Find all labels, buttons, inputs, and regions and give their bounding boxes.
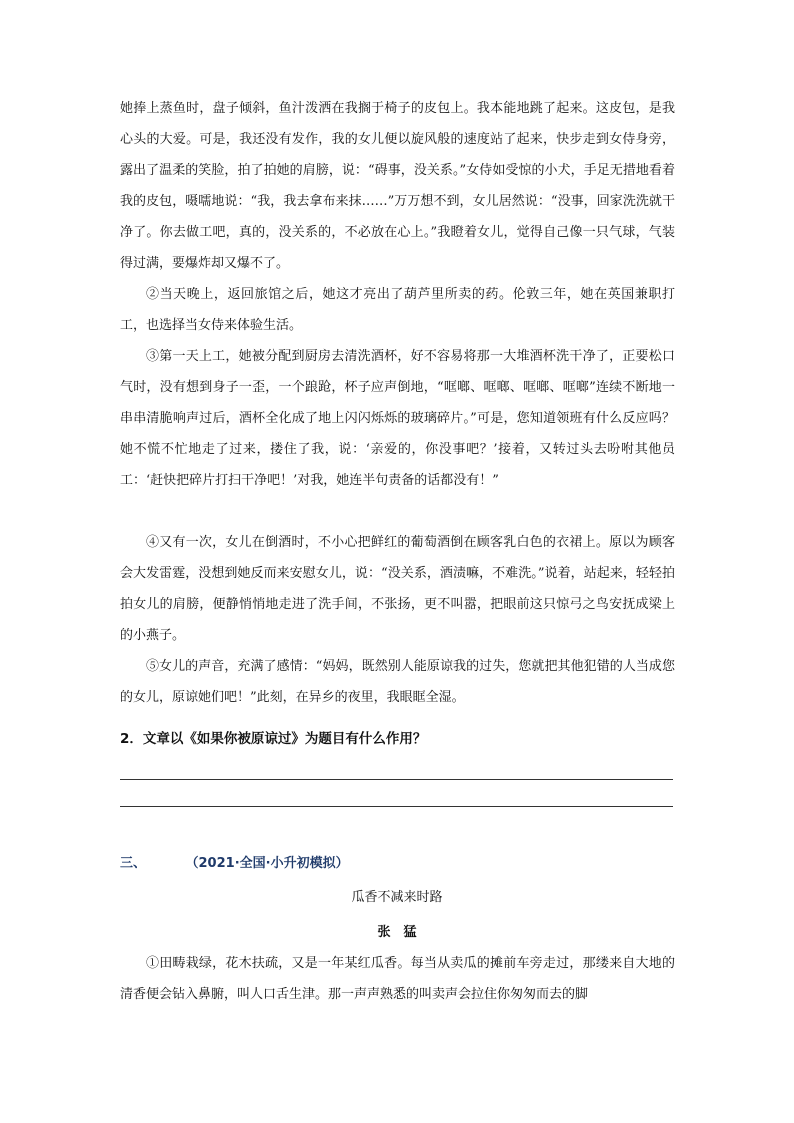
question-2: 2．文章以《如果你被原谅过》为题目有什么作用？ bbox=[120, 731, 427, 747]
section-number: 三、 bbox=[120, 856, 147, 871]
passage-paragraph-intro: 她捧上蒸鱼时，盘子倾斜，鱼汁泼洒在我搁于椅子的皮包上。我本能地跳了起来。这皮包，是我心头的大爱。可是，我还没有发作，我的女儿便以旋风般的速度站了起来，快步走到女侍身旁，露出了温柔的笑脸，拍了拍她的肩膀，说：“碍事，没关系。”女侍如受惊的小犬，手足无措地看着我的皮包，嗫嚅地说：“我，我去拿布来抹……”万万想不到，女儿居然说：“没事，回家洗洗就干净了。你去做工吧，真的，没关系的，不必放在心上。”我瞪着女儿，觉得自己像一只气球，气装得过满，要爆炸却又爆不了。 bbox=[120, 101, 675, 271]
answer-line-2[interactable] bbox=[120, 806, 673, 807]
section-source: （2021·全国·小升初模拟） bbox=[192, 856, 349, 871]
passage-paragraph-3: ③第一天上工，她被分配到厨房去清洗酒杯，好不容易将那一大堆酒杯洗干净了，正要松口气时，没有想到身子一歪，一个踉跄，杯子应声倒地，“哐啷、哐啷、哐啷、哐啷”连续不断地一串串清脆响声过后，酒杯全化成了地上闪闪烁烁的玻璃碎片。”可是，您知道领班有什么反应吗？她不慌不忙地走了过来，搂住了我，说：‘亲爱的，你没事吧？’接着，又转过头去吩咐其他员工：‘赶快把碎片打扫干净吧！’对我，她连半句责备的话都没有！” bbox=[120, 349, 675, 488]
passage-paragraph-2: ②当天晚上，返回旅馆之后，她这才亮出了葫芦里所卖的药。伦敦三年，她在英国兼职打工，也选择当女侍来体验生活。 bbox=[120, 287, 675, 333]
passage-paragraph-5: ⑤女儿的声音，充满了感情：“妈妈，既然别人能原谅我的过失，您就把其他犯错的人当成您的女儿，原谅她们吧！”此刻，在异乡的夜里，我眼眶全湿。 bbox=[120, 659, 675, 705]
article-title: 瓜香不减来时路 bbox=[351, 890, 443, 905]
section-3-heading bbox=[120, 852, 349, 871]
article-author: 张 猛 bbox=[377, 925, 417, 940]
answer-line-1[interactable] bbox=[120, 779, 673, 780]
passage-paragraph-4: ④又有一次，女儿在倒酒时，不小心把鲜红的葡萄酒倒在顾客乳白色的衣裙上。原以为顾客会大发雷霆，没想到她反而来安慰女儿，说：“没关系，酒渍嘛，不难洗。”说着，站起来，轻轻拍拍女儿的肩膀，便静悄悄地走进了洗手间，不张扬，更不叫嚣，把眼前这只惊弓之鸟安抚成梁上的小燕子。 bbox=[120, 535, 675, 643]
article-paragraph-1: ①田畴栽绿，花木扶疏，又是一年某红瓜香。每当从卖瓜的摊前车旁走过，那缕来自大地的清香便会钻入鼻腑，叫人口舌生津。那一声声熟悉的叫卖声会拉住你匆匆而去的脚 bbox=[120, 956, 675, 1002]
